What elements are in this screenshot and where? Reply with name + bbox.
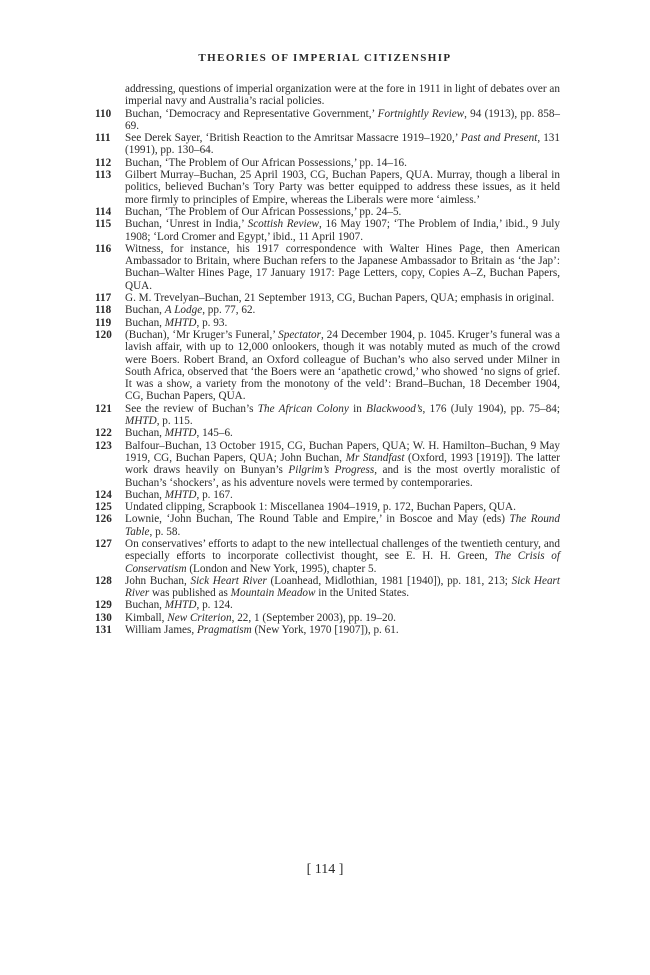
endnote-110 bbox=[95, 108, 560, 133]
endnote-text bbox=[125, 599, 233, 611]
text-run: William James, bbox=[125, 624, 197, 637]
endnote-text bbox=[125, 513, 560, 537]
endnote-text bbox=[125, 169, 560, 206]
endnote-122 bbox=[95, 427, 560, 439]
endnote-number: 114 bbox=[95, 205, 112, 218]
endnote-117 bbox=[95, 292, 560, 304]
endnote-text bbox=[125, 538, 560, 575]
text-run: Undated clipping, Scrapbook 1: Miscellanea 1904–1919, p. 172, Buchan Papers, QUA. bbox=[125, 501, 516, 514]
text-run: in bbox=[348, 402, 367, 415]
endnote-text bbox=[125, 317, 227, 329]
endnote-text bbox=[125, 329, 560, 402]
endnote-124 bbox=[95, 489, 560, 501]
text-run: , p. 124. bbox=[196, 599, 233, 612]
endnote-text bbox=[125, 206, 401, 218]
italic-title: Pragmatism bbox=[196, 624, 252, 637]
endnote-number: 112 bbox=[95, 156, 112, 169]
text-run: G. M. Trevelyan–Buchan, 21 September 1913, CG, Buchan Papers, QUA; emphasis in original. bbox=[125, 292, 555, 305]
endnote-text bbox=[125, 292, 554, 304]
endnote-text bbox=[125, 624, 399, 636]
italic-title: MHTD bbox=[164, 316, 197, 329]
endnote-number: 118 bbox=[95, 304, 112, 317]
endnote-number: 130 bbox=[95, 611, 112, 624]
endnote-129 bbox=[95, 599, 560, 611]
endnote-127 bbox=[95, 538, 560, 575]
endnote-text bbox=[125, 304, 255, 316]
endnote-number: 113 bbox=[95, 169, 112, 182]
italic-title: MHTD bbox=[125, 415, 157, 428]
italic-title: MHTD bbox=[164, 488, 197, 501]
italic-title: The Round Table bbox=[125, 513, 560, 538]
text-run: See the review of Buchan’s bbox=[125, 402, 258, 415]
text-run: John Buchan, bbox=[125, 574, 191, 587]
text-run: , 145–6. bbox=[196, 427, 233, 440]
italic-title: Scottish Review bbox=[247, 218, 320, 231]
text-run: (New York, 1970 [1907]), p. 61. bbox=[251, 624, 399, 637]
endnote-number: 125 bbox=[95, 501, 112, 514]
text-run: , 176 (July 1904), pp. 75–84; bbox=[422, 402, 560, 415]
endnote-number: 117 bbox=[95, 292, 112, 305]
endnote-114 bbox=[95, 206, 560, 218]
text-run: On conservatives’ efforts to adapt to the new intellectual challenges of the twentieth century, and especially efforts to incorporate collectivist thought, see E. H. H. Green, bbox=[125, 537, 560, 563]
endnote-113 bbox=[95, 169, 560, 206]
endnote-131 bbox=[95, 624, 560, 636]
endnote-121 bbox=[95, 403, 560, 428]
text-run: (Buchan), ‘Mr Kruger’s Funeral,’ bbox=[125, 328, 279, 341]
text-run: (Loanhead, Midlothian, 1981 [1940]), pp. 181, 213; bbox=[266, 574, 512, 587]
endnote-128 bbox=[95, 575, 560, 600]
italic-title: MHTD bbox=[164, 599, 197, 612]
text-run: Buchan, ‘The Problem of Our African Possessions,’ pp. 14–16. bbox=[125, 156, 407, 169]
italic-title: The African Colony bbox=[257, 402, 349, 415]
endnote-number: 121 bbox=[95, 402, 112, 415]
text-run: , p. 58. bbox=[149, 525, 181, 538]
text-run: Balfour–Buchan, 13 October 1915, CG, Buchan Papers, QUA; W. H. Hamilton–Buchan, 9 May 1919, CG, Buchan Papers, QUA; John Buchan, bbox=[125, 439, 560, 464]
text-run: Witness, for instance, his 1917 correspondence with Walter Hines Page, then American Ambassador to Britain, where Buchan refers to the Japanese Ambassador to Britain as ‘the Jap’: Buchan–Walter Hines Page, 17 January 1917: Page Letters, copy, Copies A–Z, Buchan Papers, QUA. bbox=[125, 242, 560, 292]
endnote-text bbox=[125, 132, 560, 156]
endnote-112 bbox=[95, 157, 560, 169]
text-run: Buchan, bbox=[125, 316, 165, 329]
italic-title: A Lodge bbox=[164, 304, 203, 317]
endnote-number: 119 bbox=[95, 316, 112, 329]
endnote-118 bbox=[95, 304, 560, 316]
endnote-120 bbox=[95, 329, 560, 403]
endnote-number: 122 bbox=[95, 427, 112, 440]
endnote-130 bbox=[95, 612, 560, 624]
text-run: , 16 May 1907; ‘The Problem of India,’ ibid., 9 July 1908; ‘Lord Cromer and Egypt,’ ibid., 11 April 1907. bbox=[125, 218, 560, 243]
text-run: , and is the most overtly moralistic of Buchan’s ‘shockers’, as his adventure novels were termed by contemporaries. bbox=[125, 464, 560, 489]
text-run: addressing, questions of imperial organization were at the fore in 1911 in light of debates over an imperial navy and Australia’s racial policies. bbox=[125, 83, 560, 108]
italic-title: Fortnightly Review bbox=[377, 107, 465, 120]
text-run: Buchan, ‘The Problem of Our African Possessions,’ pp. 24–5. bbox=[125, 205, 402, 218]
text-run: , 94 (1913), pp. 858–69. bbox=[125, 107, 561, 132]
endnote-123 bbox=[95, 440, 560, 489]
endnote-number: 123 bbox=[95, 439, 112, 452]
italic-title: Spectator bbox=[278, 328, 322, 341]
text-run: , 24 December 1904, p. 1045. Kruger’s funeral was a lavish affair, with up to 12,000 onlookers, though it was notably muted as much of the crowd were Boers. Robert Brand, an Oxford colleague of Buchan’s who also served under Milner in South Africa, observed that ‘the Boers were an ‘apathetic crowd,’ who showed ‘no signs of grief. It was a show, a variety from the monotony of the veld’: Brand–Buchan, 18 December 1904, CG, Buchan Papers, QUA. bbox=[125, 328, 560, 403]
endnote-text bbox=[125, 612, 396, 624]
endnote-126 bbox=[95, 513, 560, 538]
text-run: , p. 93. bbox=[196, 316, 228, 329]
text-run: Buchan, bbox=[125, 427, 165, 440]
text-run: See Derek Sayer, ‘British Reaction to the Amritsar Massacre 1919–1920,’ bbox=[125, 132, 461, 145]
text-run: Kimball, bbox=[125, 611, 168, 624]
italic-title: Sick Heart River bbox=[190, 574, 267, 587]
italic-title: Sick Heart River bbox=[125, 574, 561, 600]
page-number: [ 114 ] bbox=[306, 862, 344, 877]
endnote-continuation bbox=[95, 83, 560, 108]
text-run: , 131 (1991), pp. 130–64. bbox=[125, 132, 560, 157]
text-run: Buchan, bbox=[125, 304, 165, 317]
endnote-number: 120 bbox=[95, 328, 112, 341]
endnote-text bbox=[125, 489, 233, 501]
endnote-number: 128 bbox=[95, 574, 112, 587]
text-run: Gilbert Murray–Buchan, 25 April 1903, CG, Buchan Papers, QUA. Murray, though a liberal in politics, believed Buchan’s Tory Party was better equipped to address these issues, as it held more firmly to principles of Empire, whereas the Liberals were more ‘aimless.’ bbox=[125, 169, 560, 206]
text-run: was published as bbox=[149, 587, 231, 600]
endnote-number: 126 bbox=[95, 513, 112, 526]
text-run: Buchan, ‘Democracy and Representative Government,’ bbox=[125, 107, 378, 120]
endnote-number: 129 bbox=[95, 599, 112, 612]
endnotes-list bbox=[95, 83, 560, 636]
text-run: , p. 115. bbox=[156, 415, 193, 428]
running-head: THEORIES OF IMPERIAL CITIZENSHIP bbox=[198, 52, 452, 64]
text-run: in the United States. bbox=[315, 587, 410, 600]
endnote-text bbox=[125, 403, 560, 427]
text-run: (Oxford, 1993 [1919]). The latter work draws heavily on Bunyan’s bbox=[125, 451, 560, 477]
text-run: (London and New York, 1995), chapter 5. bbox=[186, 562, 377, 575]
endnote-number: 110 bbox=[95, 107, 112, 120]
italic-title: Pilgrim’s Progress bbox=[288, 464, 375, 477]
italic-title: New Criterion bbox=[167, 611, 232, 624]
endnote-text bbox=[125, 575, 560, 599]
endnote-text bbox=[125, 440, 560, 489]
endnote-number: 131 bbox=[95, 624, 112, 637]
endnote-111 bbox=[95, 132, 560, 157]
italic-title: Mountain Meadow bbox=[230, 587, 316, 600]
text-run: Buchan, ‘Unrest in India,’ bbox=[125, 218, 248, 231]
endnote-text bbox=[125, 243, 560, 292]
endnote-116 bbox=[95, 243, 560, 292]
endnote-125 bbox=[95, 501, 560, 513]
italic-title: Past and Present bbox=[460, 132, 538, 145]
text-run: , 22, 1 (September 2003), pp. 19–20. bbox=[231, 611, 396, 624]
endnote-119 bbox=[95, 317, 560, 329]
endnote-number: 127 bbox=[95, 537, 112, 550]
italic-title: Mr Standfast bbox=[345, 451, 405, 464]
text-run: , pp. 77, 62. bbox=[202, 304, 256, 317]
endnote-text bbox=[125, 157, 407, 169]
endnote-115 bbox=[95, 218, 560, 243]
endnote-text bbox=[125, 83, 560, 107]
italic-title: The Crisis of Conservatism bbox=[125, 550, 560, 575]
italic-title: Blackwood’s bbox=[366, 402, 423, 415]
italic-title: MHTD bbox=[164, 427, 197, 440]
text-run: Lownie, ‘John Buchan, The Round Table and Empire,’ in Boscoe and May (eds) bbox=[125, 513, 510, 526]
endnote-text bbox=[125, 427, 233, 439]
endnote-number: 124 bbox=[95, 488, 112, 501]
endnote-text bbox=[125, 108, 560, 132]
endnote-number: 111 bbox=[95, 132, 111, 145]
endnote-number: 116 bbox=[95, 242, 112, 255]
endnote-number: 115 bbox=[95, 218, 112, 231]
text-run: Buchan, bbox=[125, 599, 165, 612]
text-run: Buchan, bbox=[125, 488, 165, 501]
endnote-text bbox=[125, 501, 516, 513]
text-run: , p. 167. bbox=[196, 488, 233, 501]
endnote-text bbox=[125, 218, 560, 242]
